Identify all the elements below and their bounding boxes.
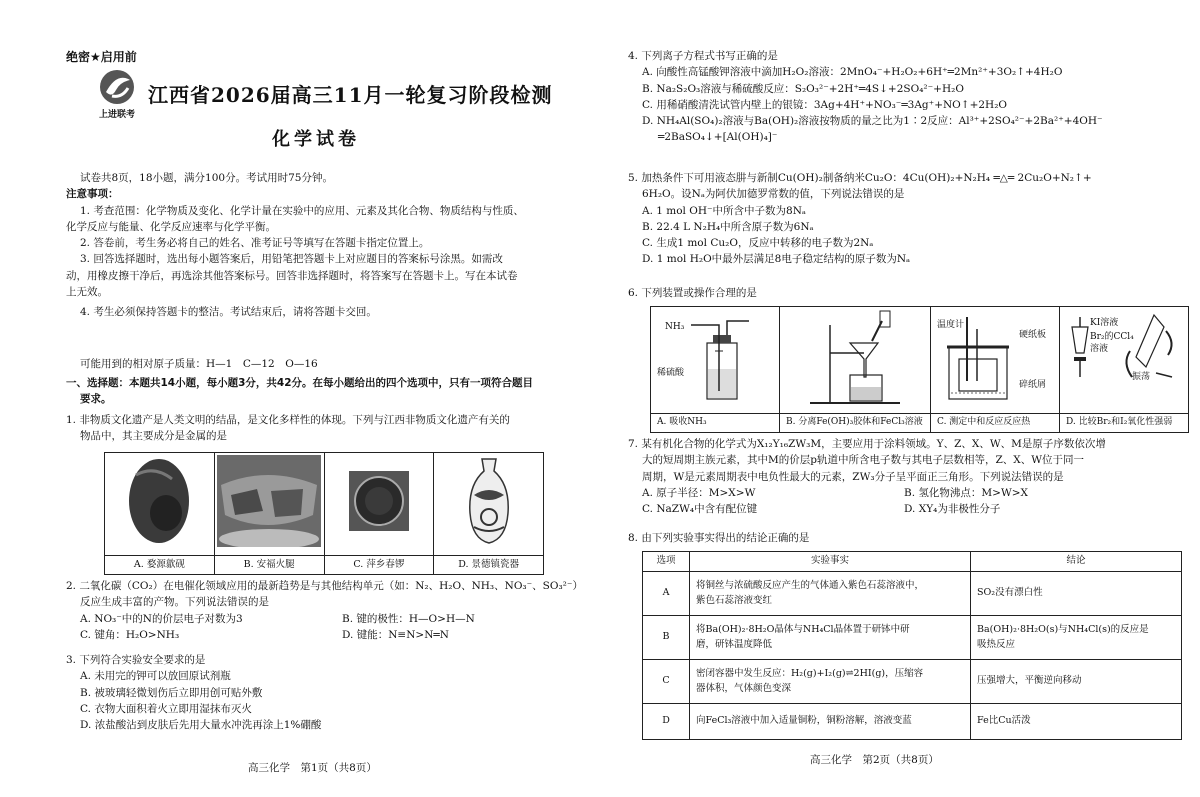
q7-option-c: C. NaZW₄中含有配位键: [642, 503, 758, 516]
q6-stem: 6. 下列装置或操作合理的是: [628, 287, 757, 299]
q1-caption-c: C. 萍乡春锣: [324, 555, 434, 575]
section-1-line1: 一、选择题：本题共14小题，每小题3分，共42分。在每小题给出的四个选项中，只有一项符合题目: [66, 377, 534, 389]
ham-image: [217, 455, 321, 547]
q5-option-d: D. 1 mol H₂O中最外层满足8电子稳定结构的原子数为Nₐ: [642, 253, 911, 266]
q6-figure-c: [931, 307, 1060, 414]
q2-stem-cont: 反应生成丰富的产物。下列说法错误的是: [80, 596, 269, 609]
q8-row-a-conclusion-line1: SO₂没有漂白性: [977, 587, 1043, 599]
subject-title: 化学试卷: [272, 129, 360, 150]
q5-option-c: C. 生成1 mol Cu₂O，反应中转移的电子数为2Nₐ: [642, 237, 874, 250]
q8-row-c-fact: [690, 660, 971, 704]
solution-label: 溶液: [1090, 344, 1109, 354]
q8-row-b-conclusion: [971, 616, 1182, 660]
q8-row-d-conclusion: [971, 704, 1182, 740]
q6-apparatus-table: [650, 306, 1189, 433]
q8-row-c-conclusion-line1: 压强增大，平衡逆向移动: [977, 675, 1082, 687]
br2-label: Br₂的CCl₄: [1090, 332, 1134, 342]
q8-header-option: 选项: [643, 552, 690, 572]
q2-option-d: D. 键能：N≡N>N═N: [342, 628, 449, 641]
shake-label: 振荡: [1132, 372, 1151, 382]
exam-title: 江西省2026届高三11月一轮复习阶段检测: [148, 83, 553, 107]
q7-stem-cont: 大的短周期主族元素，其中M的价层p轨道中所含电子数与其电子层数相等，Z、X、W位于同一: [642, 454, 1085, 467]
q6-caption-d: D. 比较Br₂和I₂氧化性强弱: [1060, 413, 1189, 432]
q4-option-a: A. 向酸性高锰酸钾溶液中滴加H₂O₂溶液：2MnO₄⁻+H₂O₂+6H⁺═2Mn²⁺+3O₂↑+4H₂O: [642, 66, 1063, 79]
extraction-figure: [1060, 307, 1188, 407]
q8-table: [642, 551, 1182, 740]
question-3: [66, 652, 591, 733]
q6-caption-a: A. 吸收NH₃: [651, 413, 780, 432]
q8-row-a-conclusion: [971, 572, 1182, 616]
q8-row-d-fact-line1: 向FeCl₃溶液中加入适量铜粉，铜粉溶解，溶液变蓝: [696, 715, 912, 727]
q8-row-c-fact-line1: 密闭容器中发生反应：H₂(g)+I₂(g)⇌2HI(g)，压缩容: [696, 668, 924, 680]
q3-option-b: B. 被玻璃轻微划伤后立即用创可贴外敷: [80, 686, 263, 699]
atomic-mass: 可能用到的相对原子质量：H—1 C—12 O—16: [80, 358, 318, 370]
table-row: [643, 616, 1182, 660]
q8-row-b-fact-line1: 将Ba(OH)₂·8H₂O晶体与NH₄Cl晶体置于研钵中研: [696, 624, 910, 636]
page-2: [600, 0, 1200, 797]
q6-caption-c: C. 测定中和反应反应热: [931, 413, 1060, 432]
q1-image-c: [324, 453, 434, 556]
q8-row-d-fact: [690, 704, 971, 740]
inkstone-image: [124, 455, 194, 547]
q8-stem: 8. 由下列实验事实得出的结论正确的是: [628, 532, 810, 544]
logo-text: 上进联考: [98, 110, 135, 121]
q8-row-a-fact-line1: 将铜丝与浓硫酸反应产生的气体通入紫色石蕊溶液中，: [696, 580, 925, 592]
section-1-line2: 要求。: [80, 393, 112, 406]
q1-image-b: [214, 453, 324, 556]
q7-option-d: D. XY₄为非极性分子: [904, 503, 1001, 516]
page-footer-2: 高三化学 第2页（共8页）: [810, 754, 939, 766]
note-3-cont: 动，用橡皮擦干净后，再选涂其他答案标号。回答非选择题时，将答案写在答题卡上。写在本试卷: [66, 269, 518, 282]
table-row: [643, 660, 1182, 704]
q8-row-d-conclusion-line1: Fe比Cu活泼: [977, 715, 1031, 727]
q4-stem: 4. 下列离子方程式书写正确的是: [628, 50, 778, 62]
q8-row-b-fact: [690, 616, 971, 660]
q3-stem: 3. 下列符合实验安全要求的是: [66, 654, 206, 666]
q4-option-b: B. Na₂S₂O₃溶液与稀硫酸反应：S₂O₃²⁻+2H⁺═4S↓+2SO₄²⁻+H₂O: [642, 82, 964, 95]
q7-stem-cont2: 周期，W是元素周期表中电负性最大的元素，ZW₃分子呈平面正三角形。下列说法错误的是: [642, 470, 1064, 483]
q8-row-a-fact-line2: 紫色石蕊溶液变红: [696, 594, 773, 606]
question-5: [628, 170, 1193, 268]
note-1-cont: 化学反应与能量、化学反应速率与化学平衡。: [66, 220, 276, 233]
q5-option-a: A. 1 mol OH⁻中所含中子数为8Nₐ: [642, 204, 806, 217]
ki-label: KI溶液: [1090, 318, 1119, 328]
q8-row-c-conclusion: [971, 660, 1182, 704]
paper-scraps-label: 碎纸屑: [1019, 380, 1047, 390]
q8-row-d-option: D: [643, 704, 690, 740]
q1-caption-a: A. 婺源歙砚: [105, 555, 215, 575]
thermometer-label: 温度计: [937, 320, 965, 330]
q3-option-d: D. 浓盐酸沾到皮肤后先用大量水冲洗再涂上1%硼酸: [80, 719, 322, 732]
q1-caption-b: B. 安福火腿: [214, 555, 324, 575]
question-7: [628, 436, 1193, 517]
q8-row-b-fact-line2: 磨，研钵温度降低: [696, 638, 773, 650]
q5-stem-cont: 6H₂O。设Nₐ为阿伏加德罗常数的值，下列说法错误的是: [642, 188, 905, 201]
q1-caption-d: D. 景德镇瓷器: [434, 555, 544, 575]
q8-row-c-option: C: [643, 660, 690, 704]
section-1-heading: [66, 375, 586, 408]
q1-image-table: [104, 452, 544, 575]
q3-option-a: A. 未用完的钾可以放回原试剂瓶: [80, 670, 231, 683]
table-row: [643, 704, 1182, 740]
note-3-cont2: 上无效。: [66, 285, 108, 298]
notes-title: 注意事项：: [66, 188, 119, 201]
q8-row-c-fact-line2: 器体积，气体颜色变深: [696, 682, 792, 694]
q4-option-d-cont: ═2BaSO₄↓+[Al(OH)₄]⁻: [658, 131, 778, 144]
q7-stem: 7. 某有机化合物的化学式为X₁₂Y₁₆ZW₃M，主要应用于涂料领域。Y、Z、X、W、M是原子序数依次增: [628, 438, 1106, 450]
q8-row-a-option: A: [643, 572, 690, 616]
q4-option-c: C. 用稀硝酸清洗试管内壁上的银镜：3Ag+4H⁺+NO₃⁻═3Ag⁺+NO↑+2H₂O: [642, 98, 1008, 111]
q8-row-b-conclusion-line1: Ba(OH)₂·8H₂O(s)与NH₄Cl(s)的反应是: [977, 624, 1149, 636]
q1-image-a: [105, 453, 215, 556]
publisher-logo: [92, 68, 142, 120]
table-row: [643, 572, 1182, 616]
q6-figure-d: [1060, 307, 1189, 414]
q8-header-fact: 实验事实: [690, 552, 971, 572]
note-4: 4. 考生必须保持答题卡的整洁。考试结束后，请将答题卡交回。: [80, 306, 377, 319]
q8-row-a-fact: [690, 572, 971, 616]
exam-info: 试卷共8页，18小题，满分100分。考试用时75分钟。: [80, 172, 333, 184]
instructions: [66, 170, 581, 320]
q6-caption-b: B. 分离Fe(OH)₃胶体和FeCl₃溶液: [780, 413, 931, 432]
q6-figure-b: [780, 307, 931, 414]
q1-stem: 1. 非物质文化遗产是人类文明的结晶，是文化多样性的体现。下列与江西非物质文化遗产有关的: [66, 414, 510, 426]
q2-stem: 2. 二氧化碳（CO₂）在电催化领域应用的最新趋势是与其他结构单元（如：N₂、H₂O、NH₃、NO₃⁻、SO₃²⁻）: [66, 580, 583, 592]
note-3: 3. 回答选择题时，选出每小题答案后，用铅笔把答题卡上对应题目的答案标号涂黑。如需改: [80, 253, 503, 266]
q7-option-a: A. 原子半径：M>X>W: [642, 486, 756, 499]
q8-header-conclusion: 结论: [971, 552, 1182, 572]
page-footer-1: 高三化学 第1页（共8页）: [248, 762, 377, 774]
acid-label: 稀硫酸: [657, 368, 685, 378]
question-2: [66, 578, 591, 643]
q6-figure-a: [651, 307, 780, 414]
q4-option-d: D. NH₄Al(SO₄)₂溶液与Ba(OH)₂溶液按物质的量之比为1∶2反应：Al³⁺+2SO₄²⁻+2Ba²⁺+4OH⁻: [642, 115, 1103, 128]
note-2: 2. 答卷前，考生务必将自己的姓名、准考证号等填写在答题卡指定位置上。: [80, 237, 430, 250]
q8-row-b-option: B: [643, 616, 690, 660]
q5-stem: 5. 加热条件下可用液态肼与新制Cu(OH)₂制备纳米Cu₂O：4Cu(OH)₂+N₂H₄ ═△═ 2Cu₂O+N₂↑+: [628, 172, 1092, 184]
cardboard-label: 硬纸板: [1019, 330, 1047, 340]
q2-option-c: C. 键角：H₂O>NH₃: [80, 628, 180, 641]
q7-option-b: B. 氢化物沸点：M>W>X: [904, 486, 1029, 499]
porcelain-vase-image: [464, 455, 514, 547]
question-4: [628, 48, 1188, 146]
q2-option-b: B. 键的极性：H—O>H—N: [342, 612, 475, 625]
q1-stem-cont: 物品中，其主要成分是金属的是: [80, 430, 227, 443]
note-1: 1. 考查范围：化学物质及变化、化学计量在实验中的应用、元素及其化合物、物质结构与性质、: [80, 204, 524, 217]
q8-row-b-conclusion-line2: 吸热反应: [977, 638, 1016, 650]
filtration-figure: [780, 307, 930, 407]
gong-image: [349, 471, 409, 531]
q5-option-b: B. 22.4 L N₂H₄中所含原子数为6Nₐ: [642, 220, 814, 233]
question-1: [66, 412, 586, 445]
q2-option-a: A. NO₃⁻中的N的价层电子对数为3: [80, 612, 243, 625]
secret-label: 绝密★启用前: [66, 50, 137, 64]
q3-option-c: C. 衣物大面积着火立即用湿抹布灭火: [80, 702, 252, 715]
nh3-label: NH₃: [665, 322, 685, 332]
q1-image-d: [434, 453, 544, 556]
logo-swirl-icon: [92, 68, 142, 106]
